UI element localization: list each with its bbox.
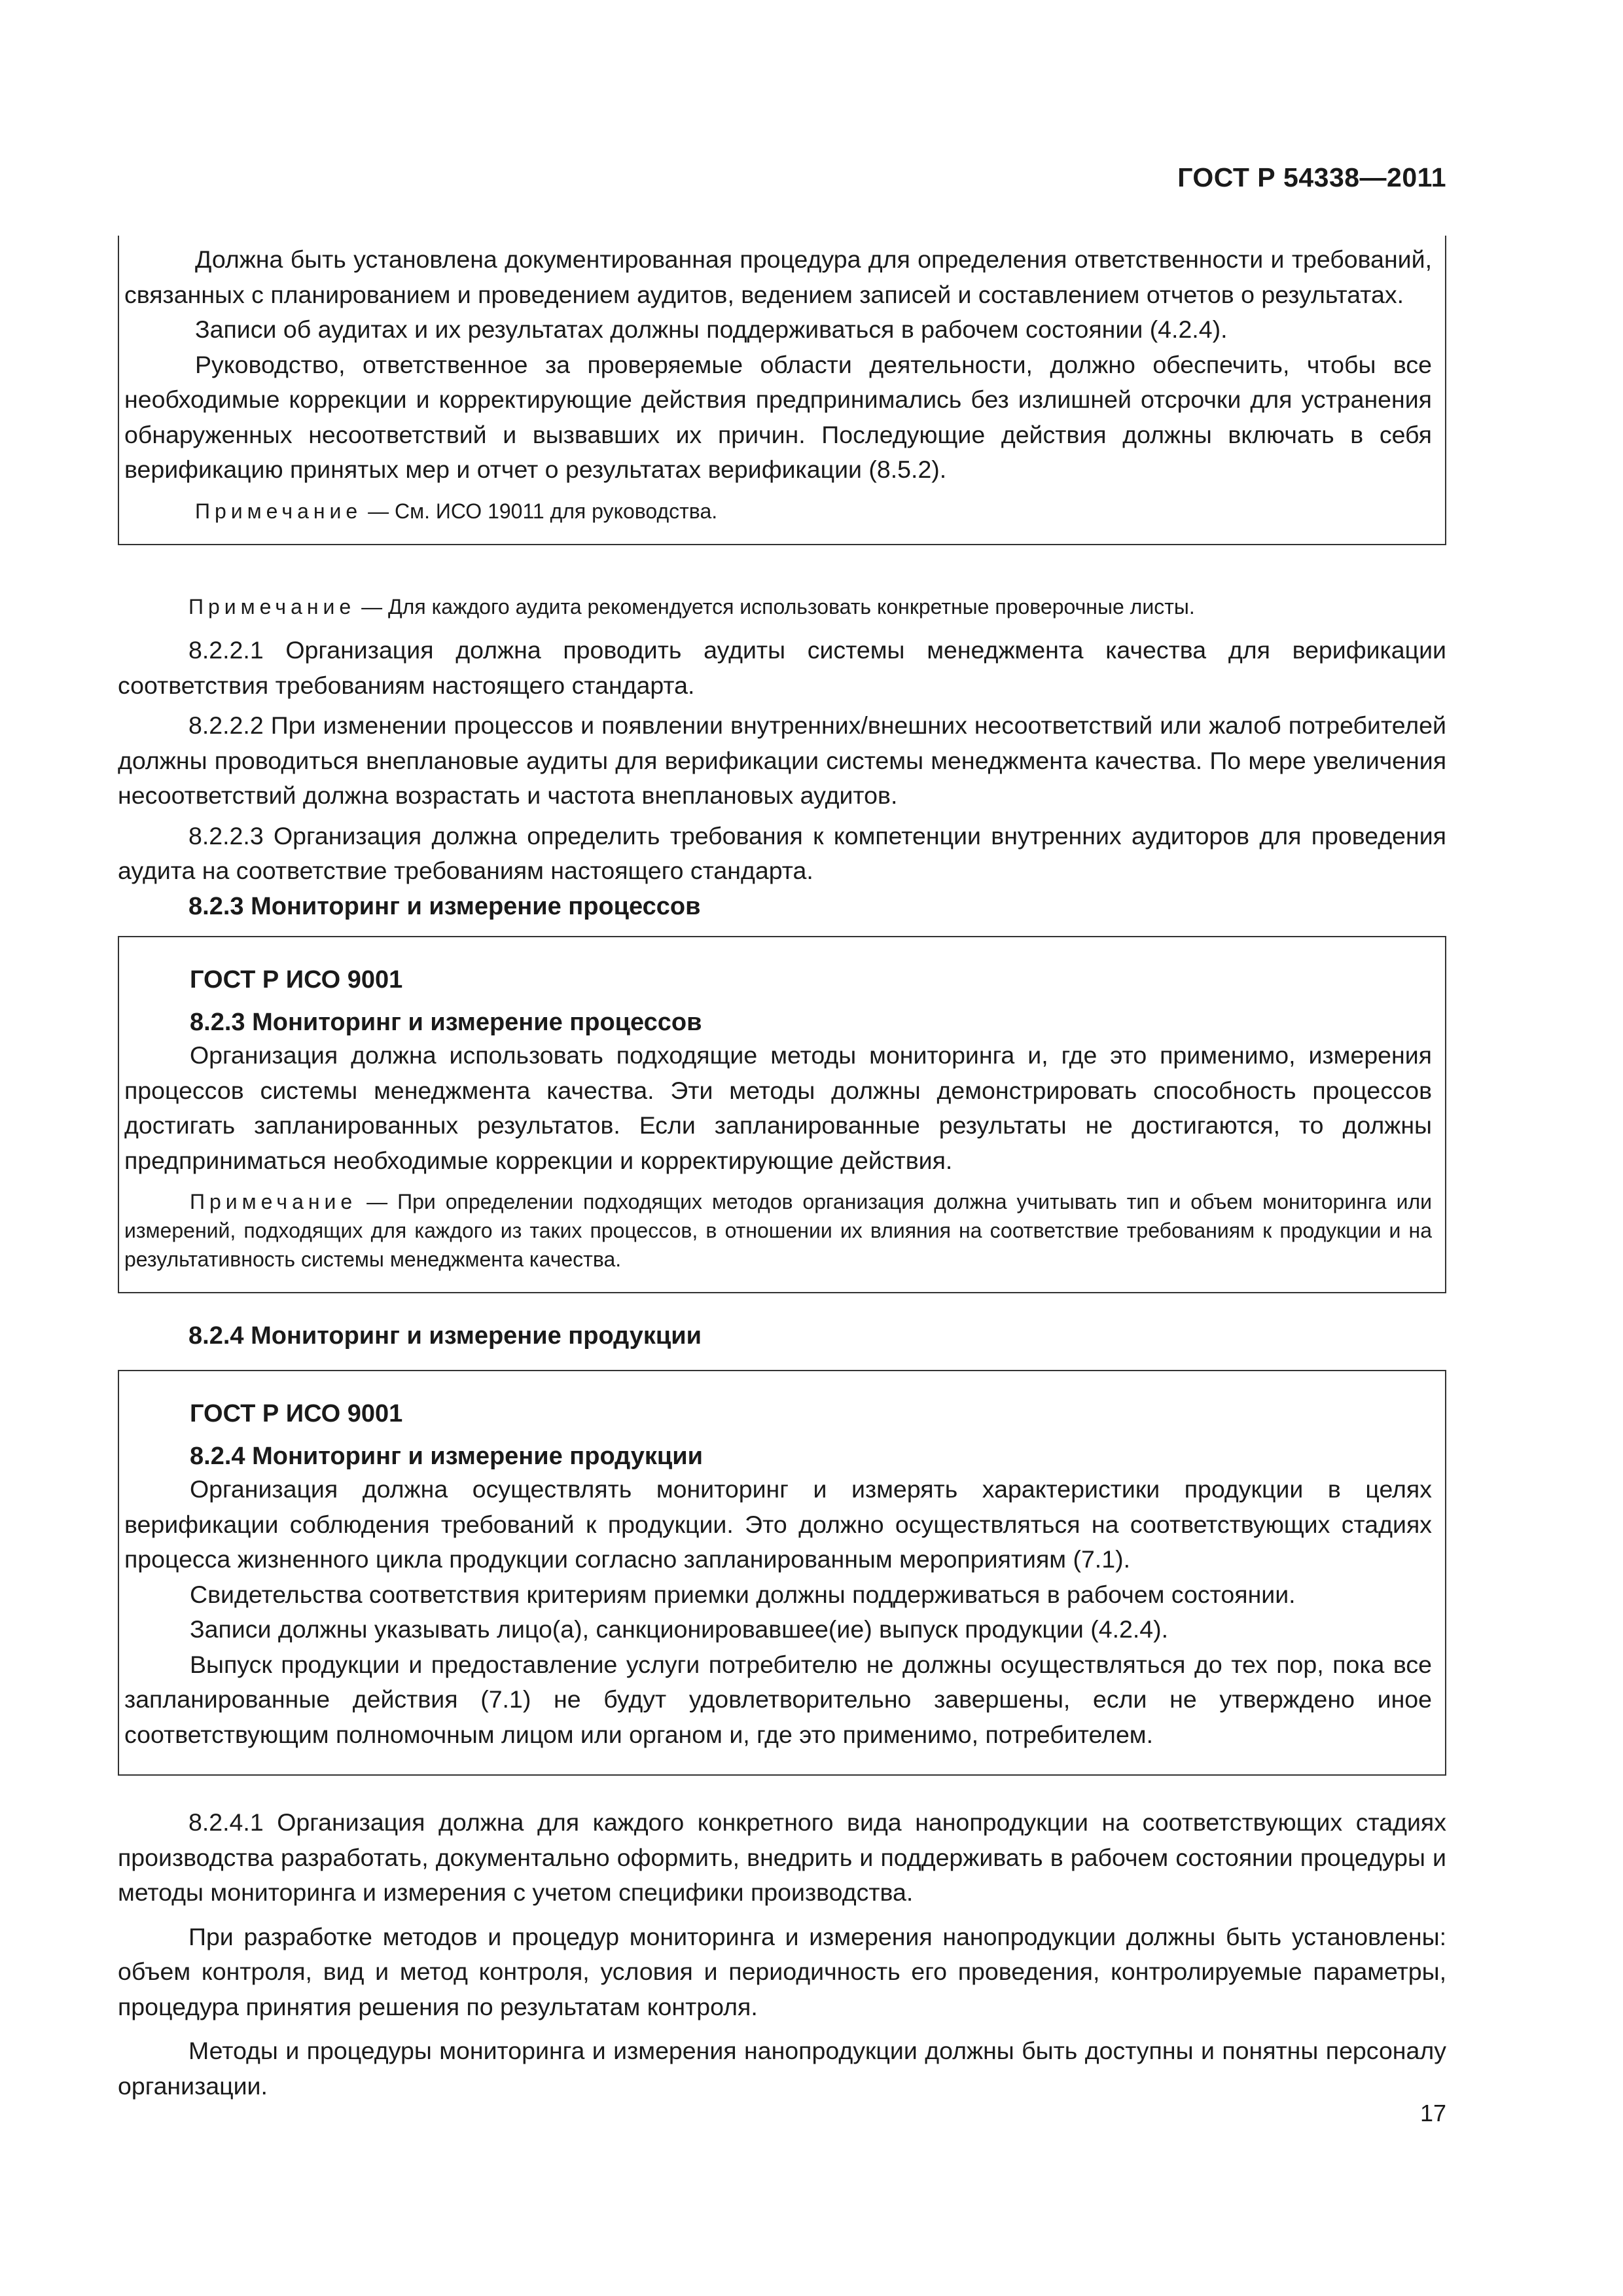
box1-note xyxy=(124,497,1432,526)
box3-paragraph: Свидетельства соответствия критериям приемки должны поддерживаться в рабочем состоянии. xyxy=(190,1580,1296,1608)
box1-paragraph: Записи об аудитах и их результатах должны поддерживаться в рабочем состоянии (4.2.4). xyxy=(195,315,1228,343)
section-8222 xyxy=(118,592,1446,924)
document-header: ГОСТ Р 54338—2011 xyxy=(1177,162,1446,192)
box2-paragraph: Организация должна использовать подходящие методы мониторинга и, где это применимо, измерения процессов системы менеджмента качества. Эти методы должны демонстрировать способность процессов достигать запланированных результатов. Если запланированные результаты не достигаются, то должны предприниматься необходимые коррекции и корректирующие действия. xyxy=(124,1041,1432,1174)
box3-paragraph: Организация должна осуществлять мониторинг и измерять характеристики продукции в целях верификации соблюдения требований к продукции. Это должно осуществляться на соответствующих стадиях процесса жизненного цикла продукции согласно запланированным мероприятиям (7.1). xyxy=(124,1475,1432,1573)
quoted-requirements-box-3 xyxy=(118,1370,1446,1776)
page-number: 17 xyxy=(1419,2100,1446,2126)
paragraph-availability: Методы и процедуры мониторинга и измерения нанопродукции должны быть доступны и понятны персоналу организации. xyxy=(118,2037,1446,2100)
box3-paragraph: Выпуск продукции и предоставление услуги потребителю не должны осуществляться до тех пор, пока все запланированные действия (7.1) не будут удовлетворительно завершены, если не утверждено иное соответствующим полномочным лицом или органом и, где это применимо, потребителем. xyxy=(124,1650,1432,1748)
clause-8222: 8.2.2.2 При изменении процессов и появлении внутренних/внешних несоответствий или жалоб потребителей должны проводиться внеплановые аудиты для верификации системы менеджмента качества. По мере увеличения несоответствий должна возрастать и частота внеплановых аудитов. xyxy=(118,711,1446,809)
note-label: Примечание xyxy=(188,595,356,619)
quoted-requirements-box-2 xyxy=(118,936,1446,1293)
note-text: — При определении подходящих методов организация должна учитывать тип и объем мониторинга или измерений, подходящих для каждого из таких процессов, в отношении их влияния на соответствие требованиям к продукции и на результативность системы менеджмента качества. xyxy=(124,1190,1433,1271)
quoted-requirements-box-1 xyxy=(118,236,1446,545)
box1-paragraph: Руководство, ответственное за проверяемые области деятельности, должно обеспечить, чтобы все необходимые коррекции и корректирующие действия предпринимались без излишней отсрочки для устранения обнаруженных несоответствий и вызвавших их причин. Последующие действия должны включать в себя верификацию принятых мер и отчет о результатах верификации (8.5.2). xyxy=(124,350,1432,483)
note-checklists xyxy=(118,592,1446,621)
box2-note xyxy=(124,1187,1432,1274)
note-text: — См. ИСО 19011 для руководства. xyxy=(368,499,718,523)
clause-8223: 8.2.2.3 Организация должна определить требования к компетенции внутренних аудиторов для проведения аудита на соответствие требованиям настоящего стандарта. xyxy=(118,821,1446,884)
note-label: Примечание xyxy=(190,1190,357,1213)
box2-title: ГОСТ Р ИСО 9001 xyxy=(190,966,403,994)
clause-8221: 8.2.2.1 Организация должна проводить аудиты системы менеджмента качества для верификации соответствия требованиям настоящего стандарта. xyxy=(118,636,1446,699)
section-heading-823: 8.2.3 Мониторинг и измерение процессов xyxy=(188,892,701,920)
note-label: Примечание xyxy=(195,499,363,523)
section-heading-824: 8.2.4 Мониторинг и измерение продукции xyxy=(188,1322,702,1350)
section-8241 xyxy=(118,1805,1446,2104)
box1-paragraph: Должна быть установлена документированная процедура для определения ответственности и требований, связанных с планированием и проведением аудитов, ведением записей и составлением отчетов о результатах. xyxy=(124,245,1432,308)
box3-title: ГОСТ Р ИСО 9001 xyxy=(190,1400,403,1427)
box3-paragraph: Записи должны указывать лицо(а), санкционировавшее(ие) выпуск продукции (4.2.4). xyxy=(190,1615,1169,1643)
box2-heading: 8.2.3 Мониторинг и измерение процессов xyxy=(190,1009,702,1036)
clause-8241: 8.2.4.1 Организация должна для каждого конкретного вида нанопродукции на соответствующих стадиях производства разработать, документально оформить, внедрить и поддерживать в рабочем состоянии процедуры и методы мониторинга и измерения с учетом специфики производства. xyxy=(118,1808,1446,1906)
note-text: — Для каждого аудита рекомендуется использовать конкретные проверочные листы. xyxy=(361,595,1195,619)
box3-heading: 8.2.4 Мониторинг и измерение продукции xyxy=(190,1443,703,1470)
paragraph-methods: При разработке методов и процедур мониторинга и измерения нанопродукции должны быть установлены: объем контроля, вид и метод контроля, условия и периодичность его проведения, контролируемые параметры, процедура принятия решения по результатам контроля. xyxy=(118,1922,1446,2020)
document-page xyxy=(118,0,1446,2296)
